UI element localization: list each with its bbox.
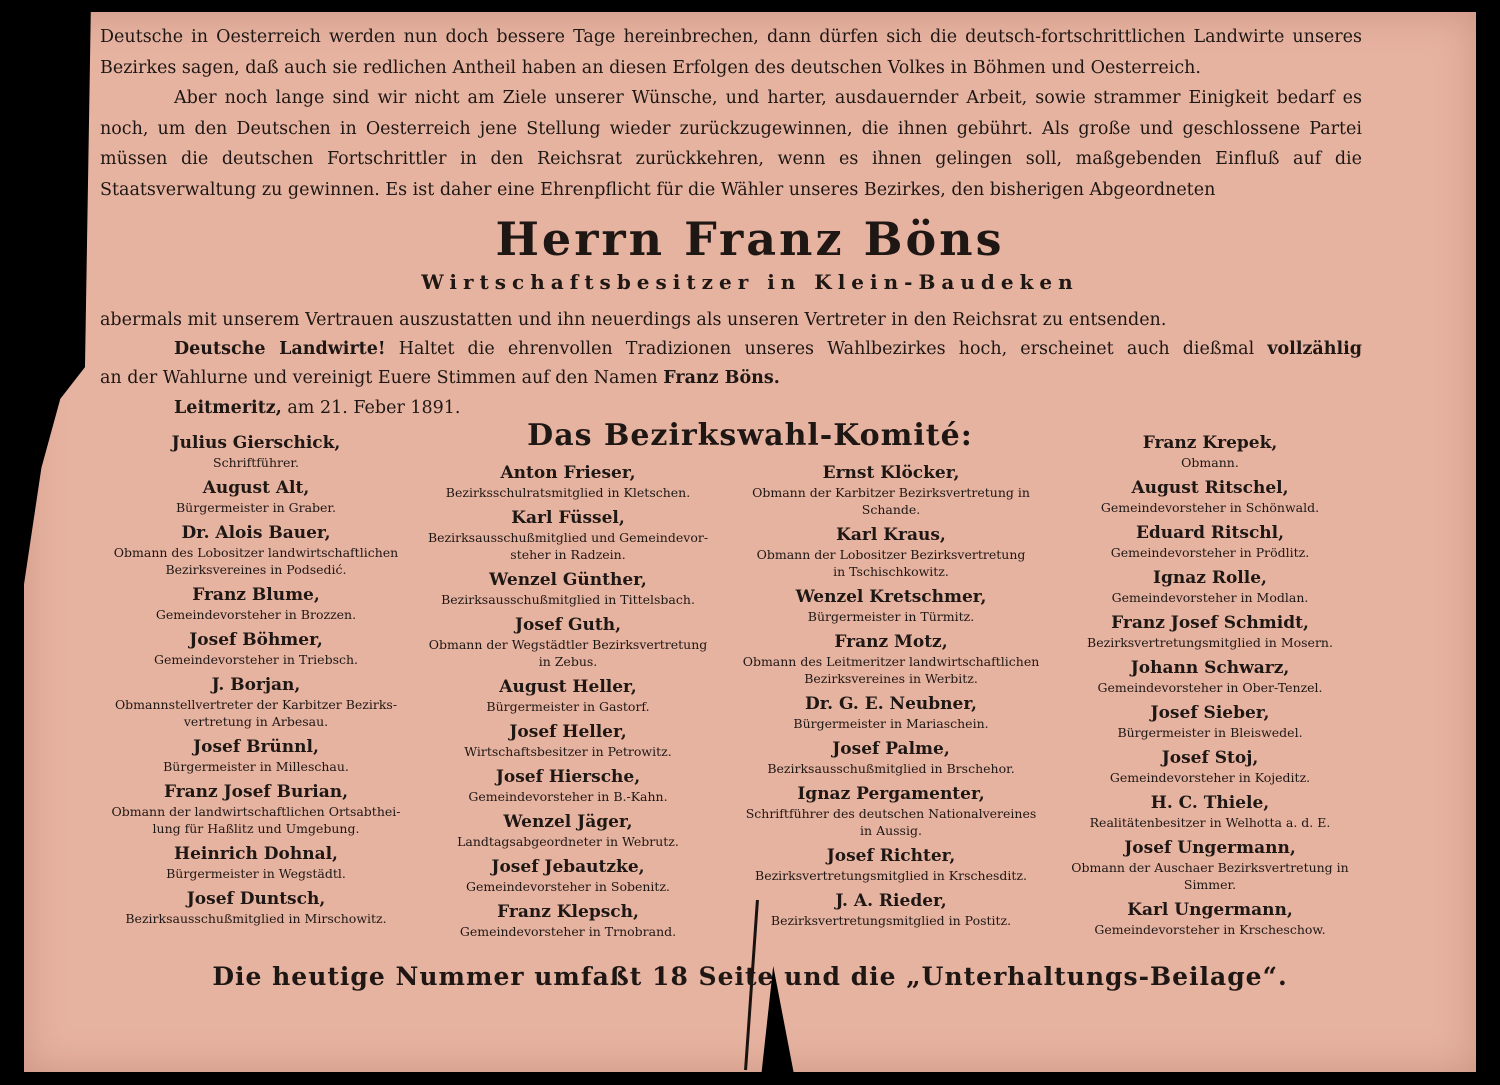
member-role: Wirtschaftsbesitzer in Petrowitz.	[464, 744, 672, 759]
committee-member	[731, 631, 1051, 687]
member-role: Obmann der landwirtschaftlichen Ortsabthei-	[111, 804, 401, 819]
appeal-bold-end: vollzählig	[1267, 339, 1362, 359]
committee-member	[96, 629, 416, 668]
member-role: Schriftführer.	[213, 455, 299, 470]
appeal-line-2	[100, 363, 1362, 394]
member-name: Josef Guth,	[514, 615, 621, 635]
appeal-bold-start: Deutsche Landwirte!	[174, 339, 386, 359]
member-role: Bezirksvertretungsmitglied in Postitz.	[770, 913, 1012, 928]
member-role: Bezirksvereines in Podsedić.	[165, 562, 347, 577]
member-role: Bürgermeister in Bleiswedel.	[1117, 725, 1303, 740]
committee-member	[1050, 522, 1370, 561]
member-name: Karl Ungermann,	[1127, 900, 1293, 920]
member-name: Eduard Ritschl,	[1135, 523, 1285, 543]
member-role: Obmann des Lobositzer landwirtschaftlichen	[113, 545, 399, 560]
paragraph-2: Aber noch lange sind wir nicht am Ziele unserer Wünsche, und harter, ausdauernder Arbeit, sowie strammer Einigkeit bedarf es noch, um den Deutschen in Oesterreich jene Stellung wieder zurückzugewinnen, die ihnen gebührt. Als große und geschlossene Partei müssen die deutschen Fortschrittler in den Reichsrat zurückkehren, wenn es ihnen gelingen soll, maßgebenden Einfluß auf die Staatsverwaltung zu gewinnen. Es ist daher eine Ehrenpflicht für die Wähler unseres Bezirkes, den bisherigen Abgeordneten	[100, 88, 1362, 200]
committee-member	[408, 766, 728, 805]
member-name: Josef Jebautzke,	[491, 857, 645, 877]
member-role: Gemeindevorsteher in Sobenitz.	[465, 879, 671, 894]
member-name: Dr. G. E. Neubner,	[805, 694, 977, 714]
member-role: Bezirksschulratsmitglied in Kletschen.	[445, 485, 691, 500]
member-role: Gemeindevorsteher in B.-Kahn.	[468, 789, 668, 804]
paragraph-1: Deutsche in Oesterreich werden nun doch bessere Tage hereinbrechen, dann dürfen sich die deutsch-fortschrittlichen Landwirte unseres Bezirkes sagen, daß auch sie redlichen Antheil haben an diesen Erfolgen des deutschen Volkes in Böhmen und Oesterreich.	[100, 27, 1362, 78]
member-name: August Ritschel,	[1131, 478, 1289, 498]
member-name: Josef Brünnl,	[193, 737, 319, 757]
member-name: J. Borjan,	[211, 675, 301, 695]
committee-member	[96, 584, 416, 623]
appeal-line-1	[100, 334, 1362, 365]
appeal-line2-start: an der Wahlurne und vereinigt Euere Stimmen auf den Namen	[100, 368, 664, 388]
committee-member	[408, 569, 728, 608]
member-role: Schande.	[861, 502, 921, 517]
committee-member	[1050, 477, 1370, 516]
member-role: Obmann der Karbitzer Bezirksvertretung in	[752, 485, 1030, 500]
committee-member	[731, 524, 1051, 580]
member-name: Franz Klepsch,	[497, 902, 639, 922]
member-name: Josef Böhmer,	[189, 630, 323, 650]
committee-member	[731, 738, 1051, 777]
committee-member	[1050, 747, 1370, 786]
committee-member	[408, 676, 728, 715]
committee-member	[731, 845, 1051, 884]
member-name: Franz Josef Burian,	[163, 782, 349, 802]
member-name: Wenzel Günther,	[489, 570, 647, 590]
member-name: Franz Krepek,	[1142, 433, 1278, 453]
member-name: Franz Motz,	[834, 632, 948, 652]
candidate-name: Herrn Franz Böns	[495, 212, 1005, 266]
member-role: Bürgermeister in Milleschau.	[163, 759, 349, 774]
member-role: Schriftführer des deutschen Nationalvereines	[745, 806, 1037, 821]
member-name: Dr. Alois Bauer,	[181, 523, 331, 543]
footer-note: Die heutige Nummer umfaßt 18 Seite und die „Unterhaltungs-Beilage“.	[212, 962, 1288, 991]
dateline-date: am 21. Feber 1891.	[281, 398, 461, 418]
dateline-place: Leitmeritz,	[174, 398, 282, 418]
member-name: Anton Frieser,	[500, 463, 636, 483]
member-role: Obmann der Lobositzer Bezirksvertretung	[756, 547, 1026, 562]
member-role: Landtagsabgeordneter in Webrutz.	[457, 834, 679, 849]
member-role: Obmannstellvertreter der Karbitzer Bezirks-	[114, 697, 398, 712]
member-name: Josef Richter,	[826, 846, 956, 866]
committee-title: Das Bezirkswahl-Komité:	[527, 418, 973, 453]
member-role: Bezirksvertretungsmitglied in Krschesditz.	[755, 868, 1027, 883]
member-name: Josef Ungermann,	[1124, 838, 1296, 858]
member-role: Bezirksvertretungsmitglied in Mosern.	[1087, 635, 1333, 650]
member-role: Obmann.	[1181, 455, 1239, 470]
committee-member	[96, 674, 416, 730]
committee-member	[408, 901, 728, 940]
member-role: Bürgermeister in Graber.	[175, 500, 337, 515]
member-name: Wenzel Kretschmer,	[795, 587, 987, 607]
member-role: Realitätenbesitzer in Welhotta a. d. E.	[1089, 815, 1331, 830]
member-name: Ignaz Rolle,	[1153, 568, 1267, 588]
member-name: H. C. Thiele,	[1150, 793, 1270, 813]
committee-member	[1050, 567, 1370, 606]
committee-member	[1050, 702, 1370, 741]
member-role: steher in Radzein.	[510, 547, 626, 562]
committee-member	[96, 477, 416, 516]
member-role: Bürgermeister in Gastorf.	[486, 699, 650, 714]
committee-member	[1050, 837, 1370, 893]
appeal-mid: Haltet die ehrenvollen Tradizionen unseres Wahlbezirkes hoch, erscheinet auch dießmal	[385, 339, 1268, 359]
member-name: J. A. Rieder,	[835, 891, 947, 911]
member-name: Ernst Klöcker,	[822, 463, 960, 483]
member-name: Karl Kraus,	[836, 525, 946, 545]
member-role: Bezirksvereines in Werbitz.	[804, 671, 978, 686]
member-role: Bezirksausschußmitglied und Gemeindevor-	[427, 530, 709, 545]
member-name: Josef Heller,	[509, 722, 627, 742]
committee-member	[96, 432, 416, 471]
committee-member	[731, 783, 1051, 839]
committee-member	[1050, 657, 1370, 696]
committee-member	[408, 507, 728, 563]
candidate-title: Wirtschaftsbesitzer in Klein-Baudeken	[421, 270, 1079, 294]
member-name: August Alt,	[202, 478, 310, 498]
committee-member	[1050, 432, 1370, 471]
member-name: August Heller,	[499, 677, 637, 697]
committee-member	[1050, 899, 1370, 938]
committee-member	[1050, 792, 1370, 831]
member-role: Obmann der Auschaer Bezirksvertretung in	[1071, 860, 1349, 875]
member-role: Bürgermeister in Wegstädtl.	[166, 866, 346, 881]
committee-member	[408, 462, 728, 501]
member-name: Johann Schwarz,	[1130, 658, 1290, 678]
member-role: Obmann des Leitmeritzer landwirtschaftlichen	[742, 654, 1040, 669]
committee-member	[731, 693, 1051, 732]
member-role: Gemeindevorsteher in Brozzen.	[155, 607, 357, 622]
member-name: Franz Josef Schmidt,	[1111, 613, 1309, 633]
member-role: Bezirksausschußmitglied in Tittelsbach.	[441, 592, 695, 607]
committee-member	[408, 811, 728, 850]
member-name: Josef Palme,	[832, 739, 950, 759]
committee-member	[96, 522, 416, 578]
member-name: Josef Stoj,	[1161, 748, 1259, 768]
committee-member	[731, 586, 1051, 625]
committee-member	[408, 856, 728, 895]
member-role: Bürgermeister in Türmitz.	[807, 609, 975, 624]
member-role: Simmer.	[1183, 877, 1237, 892]
member-role: Gemeindevorsteher in Kojeditz.	[1109, 770, 1311, 785]
member-role: Gemeindevorsteher in Schönwald.	[1100, 500, 1320, 515]
member-name: Wenzel Jäger,	[503, 812, 633, 832]
member-name: Franz Blume,	[192, 585, 320, 605]
member-role: in Zebus.	[538, 654, 598, 669]
member-role: vertretung in Arbesau.	[183, 714, 329, 729]
member-role: Gemeindevorsteher in Triebsch.	[153, 652, 359, 667]
member-role: in Tschischkowitz.	[833, 564, 949, 579]
member-name: Karl Füssel,	[511, 508, 625, 528]
paragraph-3: abermals mit unserem Vertrauen auszustatten und ihn neuerdings als unseren Vertreter in den Reichsrat zu entsenden.	[100, 310, 1167, 330]
committee-member	[731, 890, 1051, 929]
committee-member	[408, 614, 728, 670]
member-name: Josef Duntsch,	[186, 889, 326, 909]
member-role: Gemeindevorsteher in Prödlitz.	[1110, 545, 1310, 560]
committee-member	[408, 721, 728, 760]
committee-member	[96, 781, 416, 837]
committee-member	[96, 843, 416, 882]
member-name: Ignaz Pergamenter,	[797, 784, 985, 804]
committee-member	[731, 462, 1051, 518]
member-role: Bezirksausschußmitglied in Mirschowitz.	[125, 911, 387, 926]
member-role: Bürgermeister in Mariaschein.	[793, 716, 989, 731]
member-name: Josef Sieber,	[1150, 703, 1270, 723]
member-name: Julius Gierschick,	[171, 433, 341, 453]
member-role: Gemeindevorsteher in Trnobrand.	[459, 924, 677, 939]
committee-member	[96, 736, 416, 775]
member-role: lung für Haßlitz und Umgebung.	[152, 821, 360, 836]
member-role: Gemeindevorsteher in Ober-Tenzel.	[1097, 680, 1323, 695]
member-role: Gemeindevorsteher in Krscheschow.	[1094, 922, 1326, 937]
committee-member	[1050, 612, 1370, 651]
member-role: in Aussig.	[860, 823, 922, 838]
member-name: Heinrich Dohnal,	[174, 844, 338, 864]
member-role: Gemeindevorsteher in Modlan.	[1111, 590, 1309, 605]
committee-member	[96, 888, 416, 927]
appeal-line2-bold: Franz Böns.	[663, 368, 780, 388]
member-role: Bezirksausschußmitglied in Brschehor.	[767, 761, 1015, 776]
member-role: Obmann der Wegstädtler Bezirksvertretung	[428, 637, 708, 652]
member-name: Josef Hiersche,	[495, 767, 641, 787]
